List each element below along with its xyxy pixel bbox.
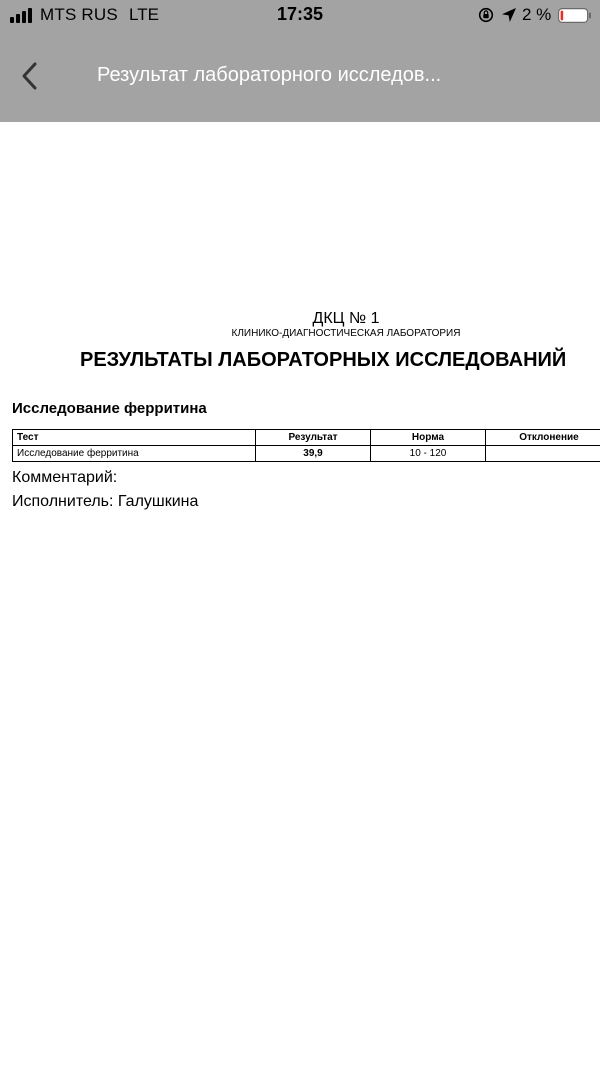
back-button[interactable] bbox=[10, 56, 50, 96]
orientation-lock-icon bbox=[478, 7, 494, 23]
comment-label: Комментарий: bbox=[12, 469, 118, 486]
header-test: Тест bbox=[13, 430, 256, 446]
header-result: Результат bbox=[256, 430, 371, 446]
cell-deviation bbox=[486, 446, 600, 462]
network-type: LTE bbox=[129, 5, 159, 24]
study-name: Исследование ферритина bbox=[12, 400, 207, 417]
document-view[interactable] bbox=[0, 122, 600, 1066]
clinic-name: ДКЦ № 1 bbox=[312, 310, 380, 327]
performer: Исполнитель: Галушкина bbox=[12, 493, 199, 510]
table-row bbox=[13, 446, 600, 462]
status-bar bbox=[0, 0, 600, 32]
nav-bar bbox=[0, 32, 600, 122]
results-table bbox=[12, 429, 600, 462]
chevron-left-icon bbox=[10, 56, 50, 96]
lab-name: КЛИНИКО-ДИАГНОСТИЧЕСКАЯ ЛАБОРАТОРИЯ bbox=[231, 328, 461, 339]
status-time: 17:35 bbox=[276, 4, 324, 24]
battery-percent: 2 % bbox=[522, 5, 552, 24]
battery-icon bbox=[558, 8, 592, 23]
report-title: РЕЗУЛЬТАТЫ ЛАБОРАТОРНЫХ ИССЛЕДОВАНИЙ bbox=[80, 349, 567, 371]
carrier-name: MTS RUS bbox=[40, 5, 118, 24]
cell-result: 39,9 bbox=[256, 446, 371, 462]
cell-norm: 10 - 120 bbox=[371, 446, 486, 462]
table-header-row bbox=[13, 430, 600, 446]
cell-test: Исследование ферритина bbox=[13, 446, 256, 462]
header-deviation: Отклонение bbox=[486, 430, 600, 446]
header-norm: Норма bbox=[371, 430, 486, 446]
location-icon bbox=[501, 7, 517, 23]
page-title: Результат лабораторного исследов... bbox=[97, 64, 442, 86]
